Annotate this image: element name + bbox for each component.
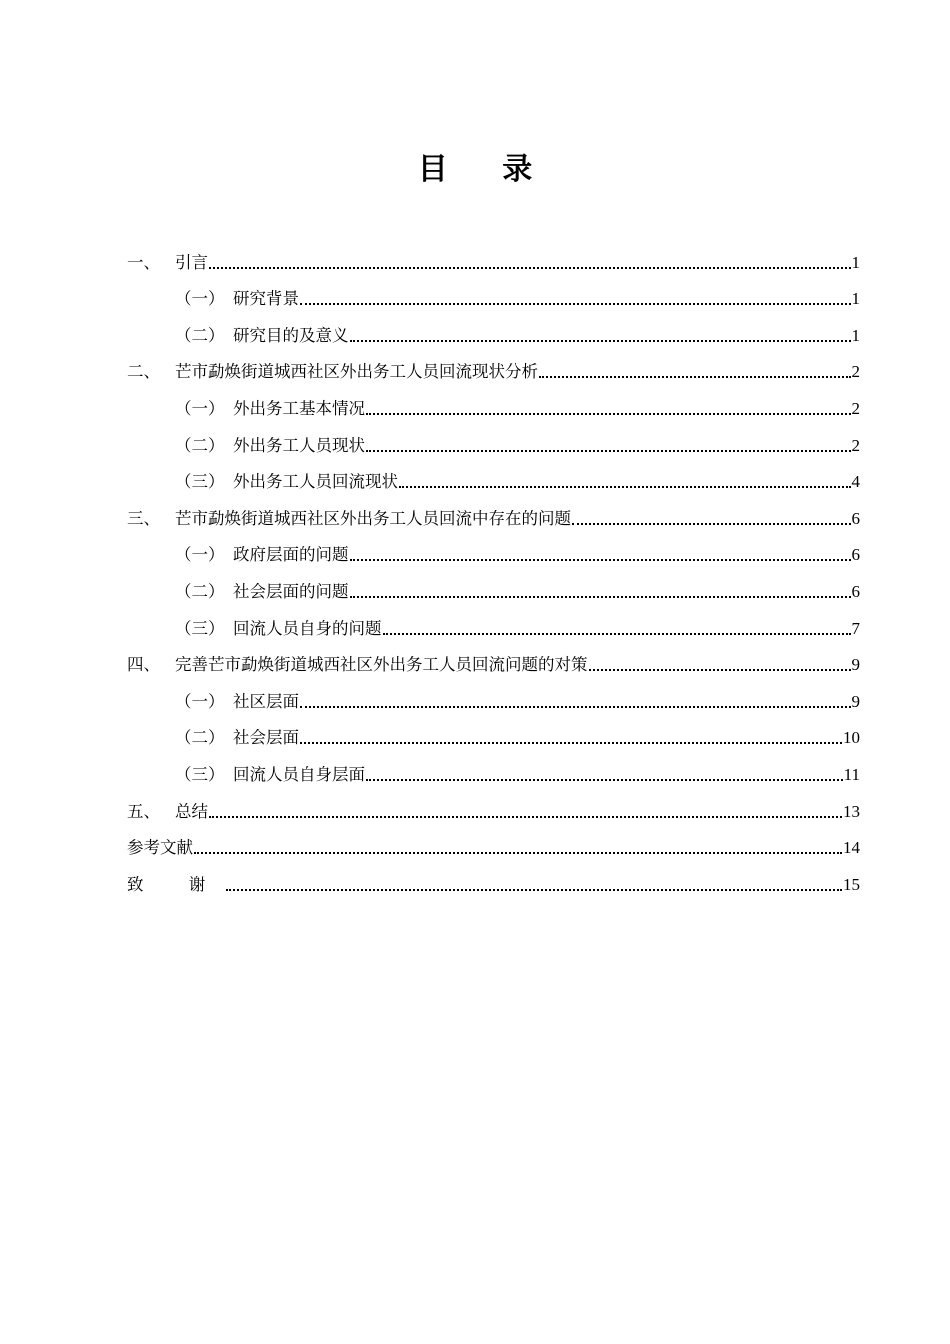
toc-entry-title: 外出务工人员回流现状 [233, 472, 398, 492]
toc-entry-number: 二、 [127, 362, 160, 382]
toc-entry-number: （二） [175, 435, 225, 455]
toc-entry-number: （一） [175, 398, 225, 418]
toc-dot-leader [300, 705, 851, 708]
toc-entry-title: 外出务工人员现状 [233, 435, 365, 455]
toc-dot-leader [194, 851, 842, 854]
toc-dot-leader [350, 595, 851, 598]
toc-page-number: 14 [843, 838, 860, 858]
toc-entry[interactable] [127, 382, 860, 419]
toc-entry[interactable] [127, 639, 860, 676]
toc-page-number: 2 [851, 435, 860, 455]
toc-dot-leader [539, 375, 851, 378]
toc-entry-title: 研究目的及意义 [233, 325, 349, 345]
toc-page-number: 2 [851, 398, 860, 418]
toc-dot-leader [350, 339, 851, 342]
toc-entry-title: 社会层面 [233, 728, 299, 748]
toc-entry[interactable] [127, 675, 860, 712]
toc-entry-number: （二） [175, 325, 225, 345]
toc-entry[interactable] [127, 419, 860, 456]
toc-entry[interactable] [127, 785, 860, 822]
toc-page-number: 4 [851, 472, 860, 492]
toc-dot-leader [209, 266, 851, 269]
toc-entry-title: 外出务工基本情况 [233, 398, 365, 418]
toc-dot-leader [350, 558, 851, 561]
toc-dot-leader [209, 815, 842, 818]
toc-entry[interactable] [127, 858, 860, 895]
toc-page-number: 1 [851, 289, 860, 309]
toc-page-number: 6 [851, 545, 860, 565]
toc-entry[interactable] [127, 236, 860, 273]
toc-dot-leader [300, 741, 842, 744]
toc-entry-number: （一） [175, 545, 225, 565]
toc-page-number: 2 [851, 362, 860, 382]
toc-entry-title: 芒市勐焕街道城西社区外出务工人员回流现状分析 [175, 362, 538, 382]
toc-dot-leader [366, 449, 851, 452]
toc-entry[interactable] [127, 346, 860, 383]
toc-entry[interactable] [127, 529, 860, 566]
toc-entry[interactable] [127, 602, 860, 639]
toc-entry[interactable] [127, 822, 860, 859]
toc-page-number: 6 [851, 508, 860, 528]
toc-dot-leader [226, 888, 842, 891]
toc-entry[interactable] [127, 456, 860, 493]
toc-entry-title: 社区层面 [233, 691, 299, 711]
toc-entry-title: 致 谢 [127, 874, 226, 894]
toc-entry-number: 四、 [127, 655, 160, 675]
toc-entry-title: 引言 [175, 252, 208, 272]
toc-entry[interactable] [127, 273, 860, 310]
toc-entry-number: 一、 [127, 252, 160, 272]
table-of-contents [127, 236, 860, 895]
toc-page-number: 9 [851, 691, 860, 711]
toc-dot-leader [572, 522, 851, 525]
toc-page-number: 9 [851, 655, 860, 675]
toc-entry-number: （二） [175, 581, 225, 601]
toc-entry-number: 三、 [127, 508, 160, 528]
toc-page-number: 1 [851, 325, 860, 345]
toc-entry[interactable] [127, 309, 860, 346]
toc-dot-leader [300, 302, 851, 305]
toc-dot-leader [589, 668, 851, 671]
toc-page-number: 10 [843, 728, 860, 748]
toc-page-number: 13 [843, 801, 860, 821]
toc-dot-leader [383, 632, 851, 635]
toc-dot-leader [366, 412, 851, 415]
toc-entry-title: 政府层面的问题 [233, 545, 349, 565]
toc-entry-title: 回流人员自身的问题 [233, 618, 382, 638]
toc-entry-title: 完善芒市勐焕街道城西社区外出务工人员回流问题的对策 [175, 655, 588, 675]
toc-entry[interactable] [127, 492, 860, 529]
toc-entry[interactable] [127, 565, 860, 602]
toc-entry-title: 研究背景 [233, 289, 299, 309]
toc-entry-number: 五、 [127, 801, 160, 821]
toc-page-number: 1 [851, 252, 860, 272]
toc-entry[interactable] [127, 748, 860, 785]
toc-entry-number: （三） [175, 764, 225, 784]
toc-entry-number: （二） [175, 728, 225, 748]
toc-page-number: 6 [851, 581, 860, 601]
toc-entry-number: （一） [175, 691, 225, 711]
toc-page-number: 15 [843, 874, 860, 894]
toc-entry-title: 回流人员自身层面 [233, 764, 365, 784]
toc-entry-title: 总结 [175, 801, 208, 821]
page-title: 目 录 [417, 152, 555, 187]
toc-entry-title: 参考文献 [127, 838, 193, 858]
toc-dot-leader [399, 485, 851, 488]
toc-entry-title: 芒市勐焕街道城西社区外出务工人员回流中存在的问题 [175, 508, 571, 528]
toc-entry[interactable] [127, 712, 860, 749]
toc-entry-number: （三） [175, 472, 225, 492]
toc-page-number: 7 [851, 618, 860, 638]
toc-entry-number: （一） [175, 289, 225, 309]
toc-entry-number: （三） [175, 618, 225, 638]
toc-entry-title: 社会层面的问题 [233, 581, 349, 601]
toc-page-number: 11 [843, 764, 860, 784]
toc-dot-leader [366, 778, 843, 781]
